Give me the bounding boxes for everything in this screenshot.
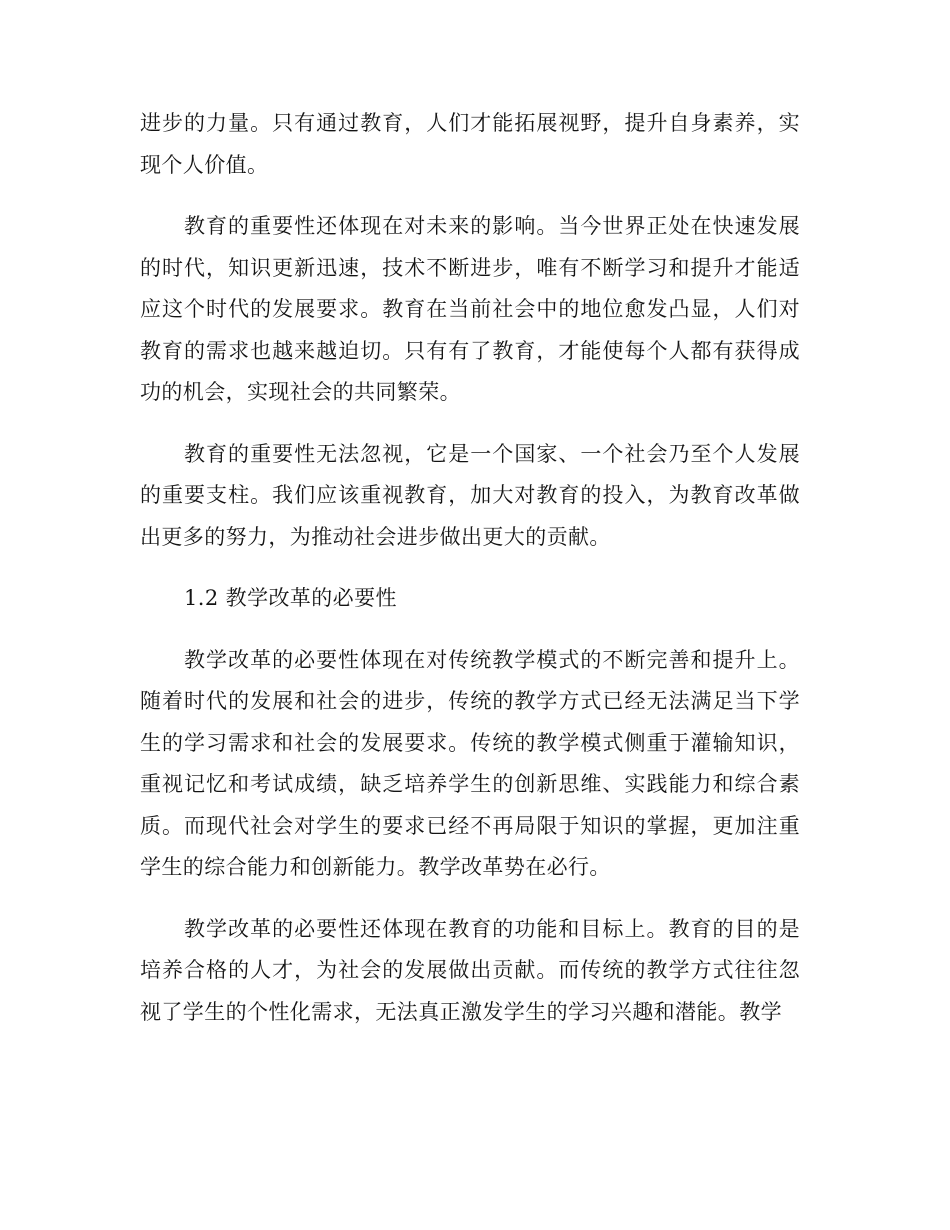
section-heading: 1.2 教学改革的必要性 (184, 586, 397, 610)
document-body (140, 103, 800, 1053)
paragraph-future-impact: 教育的重要性还体现在对未来的影响。当今世界正处在快速发展的时代，知识更新迅速，技术不断进步，唯有不断学习和提升才能适应这个时代的发展要求。教育在当前社会中的地位愈发凸显，人们对教育的需求也越来越迫切。只有有了教育，才能使每个人都有获得成功的机会，实现社会的共同繁荣。 (140, 214, 800, 404)
paragraph-continued: 进步的力量。只有通过教育，人们才能拓展视野，提升自身素养，实现个人价值。 (140, 111, 800, 177)
paragraph-reform-function: 教学改革的必要性还体现在教育的功能和目标上。教育的目的是培养合格的人才，为社会的发展做出贡献。而传统的教学方式往往忽视了学生的个性化需求，无法真正激发学生的学习兴趣和潜能。教学 (140, 916, 800, 1024)
paragraph-reform-necessity: 教学改革的必要性体现在对传统教学模式的不断完善和提升上。随着时代的发展和社会的进步，传统的教学方式已经无法满足当下学生的学习需求和社会的发展要求。传统的教学模式侧重于灌输知识，重视记忆和考试成绩，缺乏培养学生的创新思维、实践能力和综合素质。而现代社会对学生的要求已经不再局限于知识的掌握，更加注重学生的综合能力和创新能力。教学改革势在必行。 (140, 647, 800, 879)
paragraph-importance-summary: 教育的重要性无法忽视，它是一个国家、一个社会乃至个人发展的重要支柱。我们应该重视教育，加大对教育的投入，为教育改革做出更多的努力，为推动社会进步做出更大的贡献。 (140, 441, 800, 549)
